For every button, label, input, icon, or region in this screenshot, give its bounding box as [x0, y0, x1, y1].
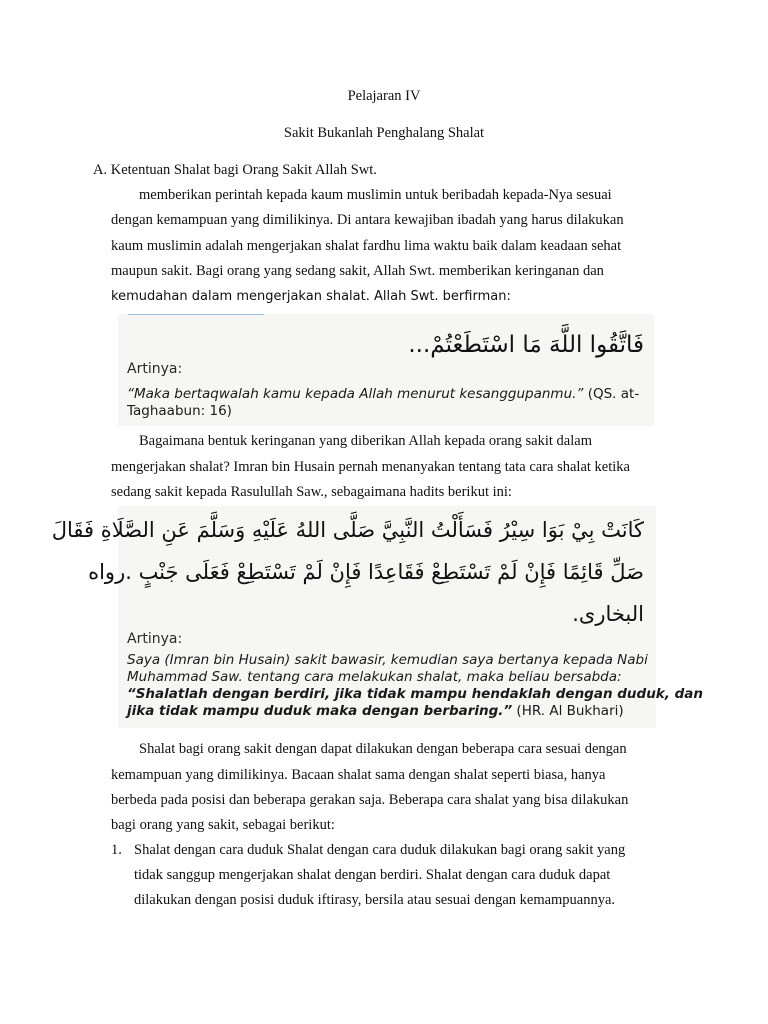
list-line: dilakukan dengan posisi duduk iftirasy, bersila atau sesuai dengan kemampuannya. [134, 892, 616, 908]
hadith-translation-line: “Shalatlah dengan berdiri, jika tidak mampu hendaklah dengan duduk, dan [127, 686, 703, 702]
paragraph-line: Bagaimana bentuk keringanan yang diberikan Allah kepada orang sakit dalam [139, 433, 592, 449]
verse-image [118, 314, 654, 426]
hadith-translation-line: Saya (Imran bin Husain) sakit bawasir, kemudian saya bertanya kepada Nabi [127, 652, 648, 668]
paragraph-line: memberikan perintah kepada kaum muslimin untuk beribadah kepada-Nya sesuai [139, 187, 612, 203]
verse-citation-cont: Taghaabun: 16) [127, 403, 232, 419]
verse-label: Artinya: [127, 361, 183, 377]
paragraph-line: Shalat bagi orang sakit dengan dapat dilakukan dengan beberapa cara sesuai dengan [139, 741, 627, 757]
paragraph-line: maupun sakit. Bagi orang yang sedang sakit, Allah Swt. memberikan keringanan dan [111, 263, 604, 279]
list-number: 1. [111, 842, 122, 858]
verse-citation: (QS. at- [583, 386, 640, 402]
hadith-arabic-line-2: صَلِّ قَائِمًا فَإِنْ لَمْ تَسْتَطِعْ فَقَاعِدًا فَإِنْ لَمْ تَسْتَطِعْ فَعَلَى جَنْبٍ .رواه [88, 560, 644, 584]
paragraph-line: dengan kemampuan yang dimilikinya. Di antara kewajiban ibadah yang harus dilakukan [111, 212, 624, 228]
list-line: Shalat dengan cara duduk Shalat dengan cara duduk dilakukan bagi orang sakit yang [134, 842, 626, 858]
paragraph-line: kemampuan yang dimilikinya. Bacaan shalat sama dengan shalat seperti biasa, hanya [111, 767, 606, 783]
paragraph-line: kemudahan dalam mengerjakan shalat. Allah Swt. berfirman: [111, 289, 511, 304]
hadith-translation-last [127, 702, 624, 720]
hadith-image [51, 506, 703, 728]
hadith-arabic-line-3: البخارى. [572, 602, 644, 626]
section-a-heading: A. Ketentuan Shalat bagi Orang Sakit Allah Swt. [93, 162, 377, 178]
verse-arabic: فَاتَّقُوا اللَّهَ مَا اسْتَطَعْتُمْ... [408, 332, 644, 358]
paragraph-line: kaum muslimin adalah mengerjakan shalat fardhu lima waktu baik dalam keadaan sehat [111, 238, 622, 254]
paragraph-line: sedang sakit kepada Rasulullah Saw., sebagaimana hadits berikut ini: [111, 484, 512, 500]
paragraph-line: berbeda pada posisi dan beberapa gerakan saja. Beberapa cara shalat yang bisa dilakukan [111, 792, 629, 808]
paragraph-line: bagi orang yang sakit, sebagai berikut: [111, 817, 335, 833]
image-edge-line [128, 314, 264, 315]
hadith-label: Artinya: [127, 631, 183, 647]
verse-translation-line [127, 385, 639, 403]
hadith-translation-line: jika tidak mampu duduk maka dengan berbaring.” [127, 703, 513, 719]
verse-translation: “Maka bertaqwalah kamu kepada Allah menurut kesanggupanmu.” [127, 386, 584, 402]
list-line: tidak sanggup mengerjakan shalat dengan berdiri. Shalat dengan cara duduk dapat [134, 867, 611, 883]
paragraph-line: mengerjakan shalat? Imran bin Husain pernah menanyakan tentang tata cara shalat ketika [111, 459, 630, 475]
hadith-translation-line: Muhammad Saw. tentang cara melakukan shalat, maka beliau bersabda: [127, 669, 622, 685]
hadith-arabic-line-1: كَانَتْ بِيْ بَوَا سِيْرُ فَسَأَلْتُ النَّبِيَّ صَلَّى اللهُ عَلَيْهِ وَسَلَّمَ عَنِ الصَّلَاةِ فَقَالَ [51, 518, 644, 542]
lesson-subtitle: Sakit Bukanlah Penghalang Shalat [283, 125, 485, 141]
hadith-citation: (HR. Al Bukhari) [512, 703, 624, 719]
lesson-title: Pelajaran IV [347, 88, 421, 104]
